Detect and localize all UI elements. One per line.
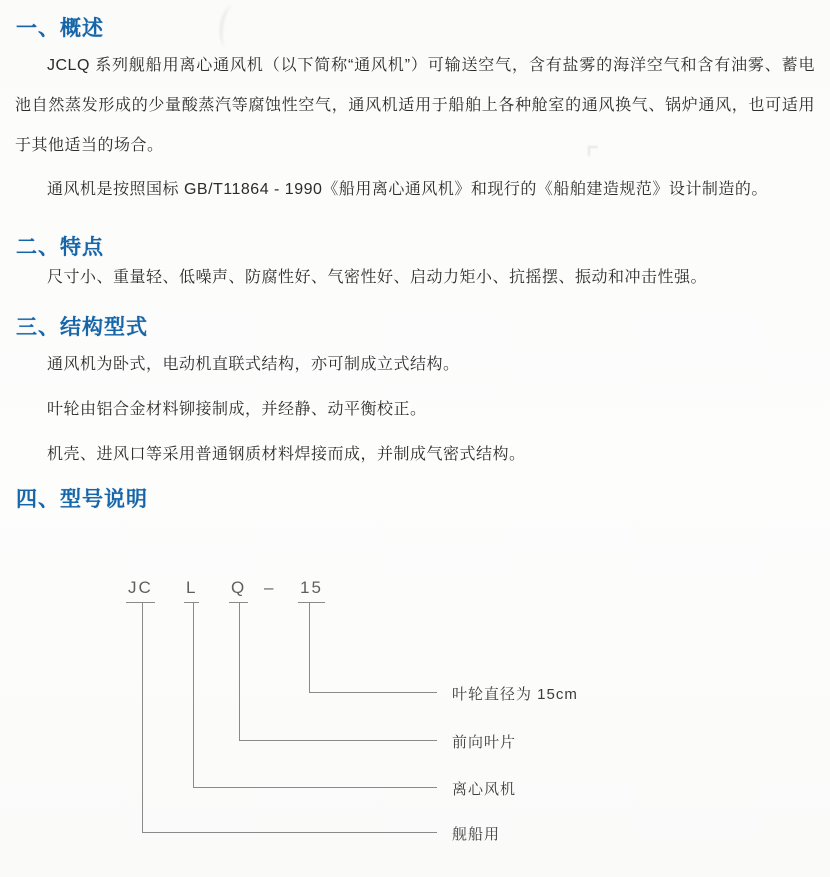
model-code-part-l: L [184,578,199,603]
leader-label-impeller-diameter: 叶轮直径为 15cm [452,686,578,703]
leader-hline-l [193,787,437,788]
leader-vline-l [193,603,194,788]
leader-vline-jc [142,603,143,833]
model-designation-diagram [0,570,830,870]
leader-hline-15 [309,692,437,693]
leader-label-forward-blade: 前向叶片 [452,734,517,751]
structure-paragraph-2: 叶轮由铝合金材料铆接制成，并经静、动平衡校正。 [47,401,427,418]
leader-hline-q [239,740,437,741]
section-title-model: 四、型号说明 [16,488,148,511]
model-code-dash: – [264,578,274,597]
leader-label-naval-use: 舰船用 [452,826,501,843]
model-code-part-jc: JC [126,578,155,603]
leader-vline-q [239,603,240,741]
model-code-part-q: Q [229,578,248,603]
model-code-part-15: 15 [298,578,325,603]
structure-paragraph-1: 通风机为卧式，电动机直联式结构，亦可制成立式结构。 [47,356,460,373]
leader-hline-jc [142,832,437,833]
leader-vline-15 [309,603,310,693]
scan-smudge [217,3,241,51]
leader-label-centrifugal-fan: 离心风机 [452,781,517,798]
structure-paragraph-3: 机壳、进风口等采用普通钢质材料焊接而成，并制成气密式结构。 [47,446,526,463]
section-title-features: 二、特点 [16,236,104,259]
features-paragraph: 尺寸小、重量轻、低噪声、防腐性好、气密性好、启动力矩小、抗摇摆、振动和冲击性强。 [47,269,708,286]
overview-paragraph-1: JCLQ 系列舰船用离心通风机（以下简称“通风机”）可输送空气，含有盐雾的海洋空气和含有油雾、蓄电池自然蒸发形成的少量酸蒸汽等腐蚀性空气，通风机适用于船舶上各种舱室的通风换气、锅炉通风，也可适用于其他适当的场合。 [15,57,815,154]
overview-paragraph-2: 通风机是按照国标 GB/T11864 - 1990《船用离心通风机》和现行的《船舶建造规范》设计制造的。 [47,181,768,198]
section-title-structure: 三、结构型式 [16,316,148,339]
section-title-overview: 一、概述 [16,17,104,40]
